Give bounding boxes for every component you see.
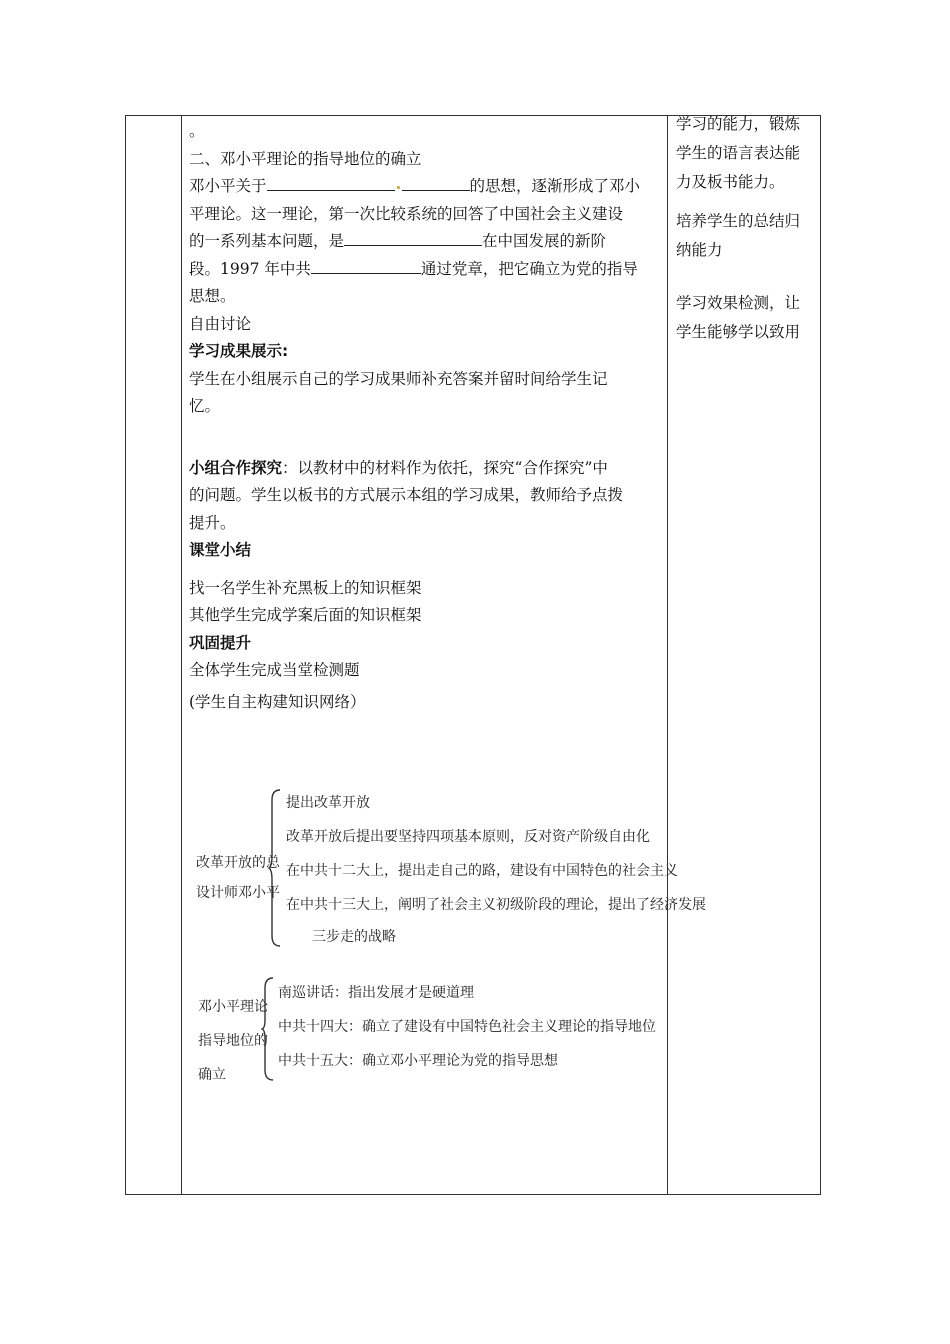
- fill-blank-1[interactable]: [267, 174, 395, 191]
- dot-mark: [397, 186, 400, 189]
- paragraph-line-4: [189, 256, 667, 284]
- group1-item-1: 提出改革开放: [286, 795, 370, 811]
- side-note-1-line-2: 学生的语言表达能: [676, 144, 801, 162]
- group-line-1: [189, 455, 667, 483]
- side-note-1-line-3: 力及板书能力。: [676, 173, 785, 191]
- fill-blank-4[interactable]: [311, 257, 421, 274]
- consolidate-line-1: 全体学生完成当堂检测题: [189, 661, 360, 679]
- group-text-1: ：以教材中的材料作为依托，探究“合作探究”中: [282, 458, 608, 477]
- group1-item-2: 改革开放后提出要坚持四项基本原则，反对资产阶级自由化: [286, 829, 650, 845]
- section-title: [189, 146, 667, 174]
- group2-label-3: 确立: [198, 1067, 226, 1083]
- paragraph-line-2: 平理论。这一理论，第一次比较系统的回答了中国社会主义建设: [189, 204, 624, 223]
- group1-label-2: 设计师邓小平: [196, 885, 280, 901]
- side-note-2-line-1: 培养学生的总结归: [676, 212, 801, 230]
- main-column: [189, 116, 667, 716]
- para1-text-b: 的思想，逐渐形成了邓小: [469, 177, 641, 195]
- section-title-text: 二、邓小平理论的指导地位的确立: [189, 149, 422, 168]
- paragraph-line-1: [189, 173, 667, 201]
- group1-label-1: 改革开放的总: [196, 855, 280, 871]
- fill-blank-3[interactable]: [344, 229, 482, 246]
- group-line-2: 的问题。学生以板书的方式展示本组的学习成果，教师给予点拨: [189, 486, 624, 504]
- group2-brace-icon: [261, 976, 275, 1082]
- group2-item-2: 中共十四大：确立了建设有中国特色社会主义理论的指导地位: [278, 1019, 656, 1035]
- consolidate-heading: 巩固提升: [189, 633, 252, 652]
- group1-item-3: 在中共十二大上，提出走自己的路，建设有中国特色的社会主义: [286, 863, 678, 879]
- summary-line-1: 找一名学生补充黑板上的知识框架: [189, 578, 422, 597]
- group2-item-3: 中共十五大：确立邓小平理论为党的指导思想: [278, 1053, 558, 1069]
- column-divider-1: [181, 116, 182, 1194]
- group1-brace-icon: [268, 788, 282, 948]
- column-divider-2: [667, 116, 668, 1194]
- para1-line3-b: 在中国发展的新阶: [482, 232, 607, 250]
- group1-item-5: 三步走的战略: [312, 929, 396, 945]
- results-line-2: 忆。: [189, 397, 221, 415]
- fill-blank-2[interactable]: [402, 174, 470, 191]
- group2-label-2: 指导地位的: [198, 1033, 268, 1049]
- side-note-3-line-2: 学生能够学以致用: [676, 323, 801, 341]
- para1-line4-b: 通过党章，把它确立为党的指导: [420, 259, 638, 278]
- side-note-1-line-1: 学习的能力，锻炼: [676, 115, 801, 133]
- paragraph-line-3: [189, 228, 667, 256]
- network-note: (学生自主构建知识网络）: [189, 692, 366, 711]
- para1-line4-a: 段。1997 年中共: [189, 259, 311, 278]
- side-column: [676, 116, 818, 347]
- side-note-3-line-1: 学习效果检测，让: [676, 294, 801, 312]
- group-line-3: 提升。: [189, 513, 236, 532]
- group1-item-4: 在中共十三大上，阐明了社会主义初级阶段的理论，提出了经济发展: [286, 897, 706, 913]
- side-note-2-line-2: 纳能力: [676, 241, 723, 259]
- para1-line3-a: 的一系列基本问题，是: [189, 232, 345, 250]
- group-heading: 小组合作探究: [189, 458, 283, 477]
- free-discussion: 自由讨论: [189, 314, 252, 333]
- para1-text-a: 邓小平关于: [189, 177, 267, 195]
- results-line-1: 学生在小组展示自己的学习成果师补充答案并留时间给学生记: [189, 369, 608, 388]
- group2-item-1: 南巡讲话：指出发展才是硬道理: [278, 985, 474, 1001]
- dot-line: 。: [189, 122, 205, 140]
- group2-label-1: 邓小平理论: [198, 999, 268, 1015]
- summary-line-2: 其他学生完成学案后面的知识框架: [189, 606, 422, 624]
- lesson-table: [125, 115, 821, 1195]
- results-heading: 学习成果展示:: [189, 342, 289, 360]
- summary-heading: 课堂小结: [189, 541, 252, 559]
- paragraph-line-5: 思想。: [189, 287, 236, 305]
